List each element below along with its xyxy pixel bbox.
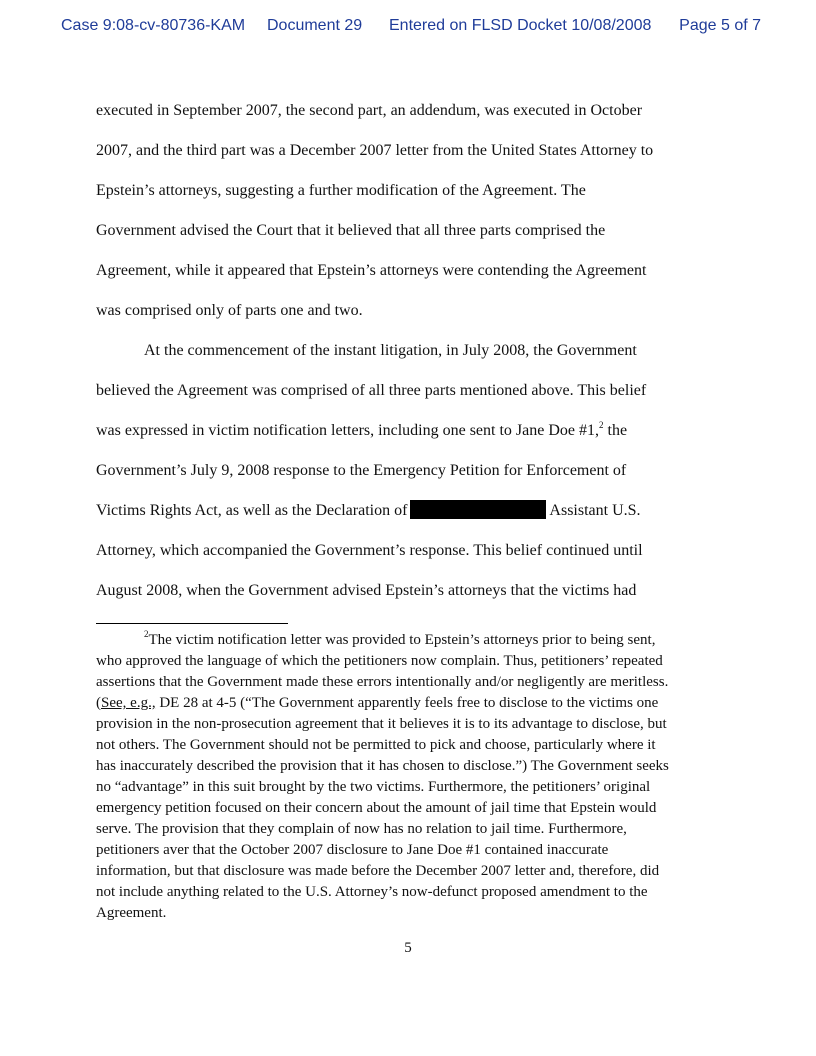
footnote bbox=[96, 630, 718, 924]
footnote-line: emergency petition focused on their concern about the amount of jail time that Epstein would bbox=[96, 800, 657, 816]
body-line bbox=[96, 491, 736, 531]
page-indicator: Page 5 of 7 bbox=[679, 17, 761, 34]
body-line: Government’s July 9, 2008 response to the Emergency Petition for Enforcement of bbox=[96, 462, 627, 479]
docket-header bbox=[61, 17, 761, 39]
footnote-line: petitioners aver that the October 2007 disclosure to Jane Doe #1 contained inaccurate bbox=[96, 842, 609, 858]
body-line: executed in September 2007, the second part, an addendum, was executed in October bbox=[96, 102, 643, 119]
citation-signal: See, e.g., bbox=[101, 695, 156, 711]
body-line: Epstein’s attorneys, suggesting a further modification of the Agreement. The bbox=[96, 182, 586, 199]
body-line bbox=[96, 411, 736, 451]
footnote-line: serve. The provision that they complain of now has no relation to jail time. Furthermore, bbox=[96, 821, 627, 837]
footnote-marker: 2 bbox=[144, 629, 149, 639]
footnote-text: DE 28 at 4-5 (“The Government apparently feels free to disclose to the victims one bbox=[155, 695, 659, 711]
footnote-line: not include anything related to the U.S. Attorney’s now-defunct proposed amendment to the bbox=[96, 884, 648, 900]
body-text-span: the bbox=[603, 422, 628, 439]
body-text bbox=[96, 91, 736, 611]
footnote-text: ( bbox=[96, 695, 101, 711]
document-number: Document 29 bbox=[267, 17, 363, 34]
body-line: Attorney, which accompanied the Government’s response. This belief continued until bbox=[96, 542, 643, 559]
footnote-line: not others. The Government should not be permitted to pick and choose, particularly where it bbox=[96, 737, 656, 753]
footnote-line: no “advantage” in this suit brought by the two victims. Furthermore, the petitioners’ original bbox=[96, 779, 651, 795]
footnote-reference: 2 bbox=[599, 420, 604, 430]
body-line: Government advised the Court that it believed that all three parts comprised the bbox=[96, 222, 606, 239]
footnote-line: Agreement. bbox=[96, 905, 167, 921]
entered-date: Entered on FLSD Docket 10/08/2008 bbox=[389, 17, 652, 34]
body-line: was comprised only of parts one and two. bbox=[96, 302, 363, 319]
body-line: August 2008, when the Government advised Epstein’s attorneys that the victims had bbox=[96, 582, 637, 599]
body-line: believed the Agreement was comprised of all three parts mentioned above. This belief bbox=[96, 382, 647, 399]
body-text-span: Assistant U.S. bbox=[549, 502, 641, 519]
page-number: 5 bbox=[404, 940, 412, 956]
redaction-box bbox=[410, 500, 546, 519]
body-line: Agreement, while it appeared that Epstein’s attorneys were contending the Agreement bbox=[96, 262, 647, 279]
footnote-line: information, but that disclosure was made before the December 2007 letter and, therefore, did bbox=[96, 863, 660, 879]
body-line: At the commencement of the instant litigation, in July 2008, the Government bbox=[144, 342, 637, 359]
body-text-span: Victims Rights Act, as well as the Declaration of bbox=[96, 502, 408, 519]
footnote-line: assertions that the Government made these errors intentionally and/or negligently are meritless. bbox=[96, 674, 669, 690]
case-number: Case 9:08-cv-80736-KAM bbox=[61, 17, 246, 34]
body-text-span: was expressed in victim notification letters, including one sent to Jane Doe #1, bbox=[96, 422, 599, 439]
body-line: 2007, and the third part was a December 2007 letter from the United States Attorney to bbox=[96, 142, 654, 159]
footnote-text: The victim notification letter was provided to Epstein’s attorneys prior to being sent, bbox=[148, 632, 656, 648]
footnote-line: has inaccurately described the provision that it has chosen to disclose.”) The Government seeks bbox=[96, 758, 669, 774]
footnote-line bbox=[96, 693, 718, 714]
footnote-separator bbox=[96, 623, 288, 624]
footnote-line: provision in the non-prosecution agreement that it believes it is to its advantage to disclose, but bbox=[96, 716, 667, 732]
footnote-line bbox=[96, 630, 718, 651]
footnote-line: who approved the language of which the petitioners now complain. Thus, petitioners’ repeated bbox=[96, 653, 663, 669]
